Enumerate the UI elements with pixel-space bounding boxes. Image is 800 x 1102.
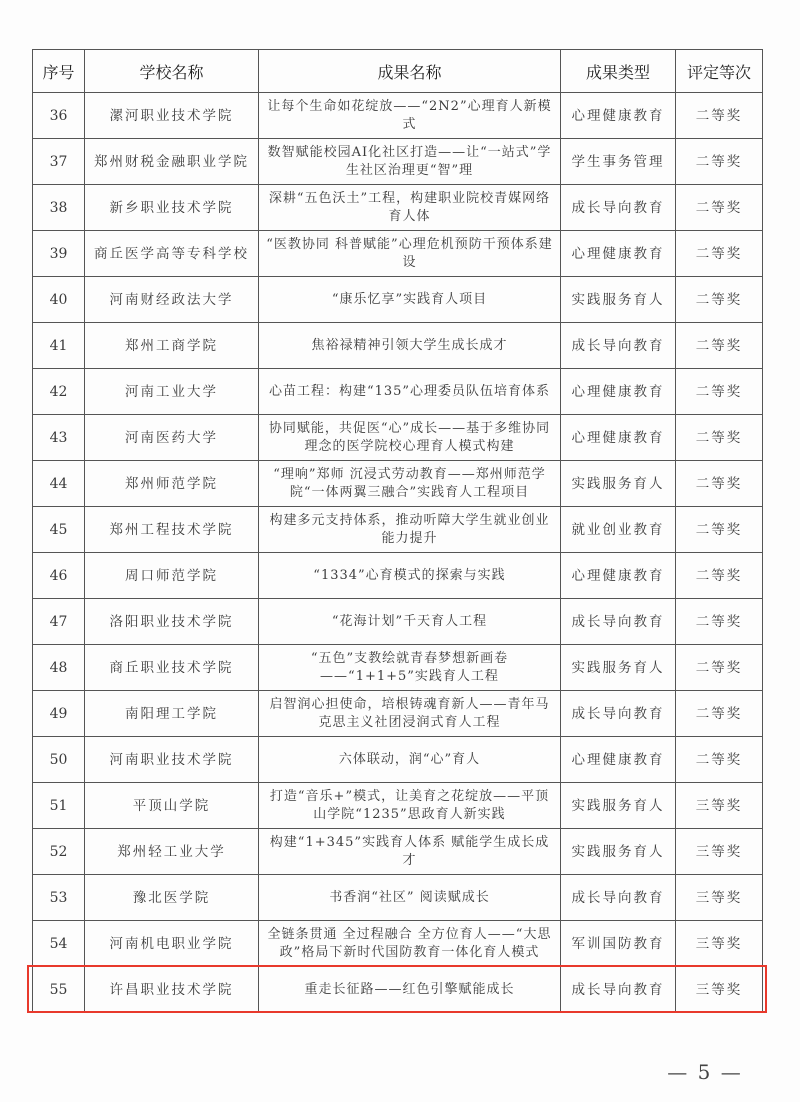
cell-grade: 三等奖 (676, 921, 763, 967)
cell-title: 焦裕禄精神引领大学生成长成才 (259, 323, 561, 369)
cell-no: 42 (33, 369, 85, 415)
cell-no: 41 (33, 323, 85, 369)
cell-school: 新乡职业技术学院 (85, 185, 259, 231)
cell-type: 学生事务管理 (561, 139, 676, 185)
cell-no: 40 (33, 277, 85, 323)
table-row (33, 139, 763, 185)
cell-no: 36 (33, 93, 85, 139)
header-type: 成果类型 (561, 50, 676, 93)
cell-no: 51 (33, 783, 85, 829)
table-row (33, 783, 763, 829)
cell-school: 许昌职业技术学院 (85, 967, 259, 1013)
table-row (33, 93, 763, 139)
cell-title: 协同赋能，共促医“心”成长——基于多维协同理念的医学院校心理育人模式构建 (259, 415, 561, 461)
table-row (33, 737, 763, 783)
cell-no: 45 (33, 507, 85, 553)
awards-table (32, 49, 763, 1013)
table-row (33, 829, 763, 875)
cell-school: 平顶山学院 (85, 783, 259, 829)
header-title: 成果名称 (259, 50, 561, 93)
cell-title: 深耕“五色沃土”工程，构建职业院校青媒网络育人体 (259, 185, 561, 231)
table-row (33, 599, 763, 645)
cell-title: 心苗工程：构建“135”心理委员队伍培育体系 (259, 369, 561, 415)
table-row (33, 921, 763, 967)
cell-school: 郑州财税金融职业学院 (85, 139, 259, 185)
cell-title: 重走长征路——红色引擎赋能成长 (259, 967, 561, 1013)
cell-type: 心理健康教育 (561, 553, 676, 599)
cell-grade: 二等奖 (676, 461, 763, 507)
table-header-row (33, 50, 763, 93)
cell-no: 50 (33, 737, 85, 783)
cell-type: 心理健康教育 (561, 415, 676, 461)
cell-grade: 三等奖 (676, 829, 763, 875)
cell-title: 全链条贯通 全过程融合 全方位育人——“大思政”格局下新时代国防教育一体化育人模式 (259, 921, 561, 967)
cell-grade: 三等奖 (676, 875, 763, 921)
cell-type: 心理健康教育 (561, 93, 676, 139)
cell-grade: 二等奖 (676, 599, 763, 645)
cell-no: 44 (33, 461, 85, 507)
cell-title: “五色”支教绘就青春梦想新画卷——“1+1+5”实践育人工程 (259, 645, 561, 691)
cell-grade: 二等奖 (676, 93, 763, 139)
cell-no: 52 (33, 829, 85, 875)
cell-grade: 二等奖 (676, 139, 763, 185)
cell-title: “康乐忆享”实践育人项目 (259, 277, 561, 323)
table-row (33, 415, 763, 461)
cell-type: 实践服务育人 (561, 829, 676, 875)
cell-title: “理响”郑师 沉浸式劳动教育——郑州师范学院“一体两翼三融合”实践育人工程项目 (259, 461, 561, 507)
cell-grade: 二等奖 (676, 415, 763, 461)
cell-grade: 三等奖 (676, 783, 763, 829)
header-no: 序号 (33, 50, 85, 93)
cell-type: 成长导向教育 (561, 875, 676, 921)
cell-grade: 二等奖 (676, 277, 763, 323)
table-row (33, 645, 763, 691)
cell-school: 豫北医学院 (85, 875, 259, 921)
cell-grade: 二等奖 (676, 185, 763, 231)
table-row (33, 875, 763, 921)
cell-no: 54 (33, 921, 85, 967)
cell-title: “1334”心育模式的探索与实践 (259, 553, 561, 599)
table-row-highlighted (33, 967, 763, 1013)
cell-school: 河南工业大学 (85, 369, 259, 415)
cell-grade: 二等奖 (676, 691, 763, 737)
page-number: — 5 — (667, 1060, 743, 1084)
table-row (33, 461, 763, 507)
cell-grade: 二等奖 (676, 737, 763, 783)
table-row (33, 691, 763, 737)
cell-title: 打造“音乐+”模式，让美育之花绽放——平顶山学院“1235”思政育人新实践 (259, 783, 561, 829)
cell-school: 河南医药大学 (85, 415, 259, 461)
cell-type: 成长导向教育 (561, 967, 676, 1013)
cell-school: 周口师范学院 (85, 553, 259, 599)
cell-no: 48 (33, 645, 85, 691)
cell-type: 实践服务育人 (561, 783, 676, 829)
cell-school: 南阳理工学院 (85, 691, 259, 737)
cell-type: 成长导向教育 (561, 323, 676, 369)
cell-school: 郑州轻工业大学 (85, 829, 259, 875)
cell-title: 构建多元支持体系，推动听障大学生就业创业能力提升 (259, 507, 561, 553)
cell-title: 书香润“社区” 阅读赋成长 (259, 875, 561, 921)
cell-title: “医教协同 科普赋能”心理危机预防干预体系建设 (259, 231, 561, 277)
table-row (33, 277, 763, 323)
table-row (33, 369, 763, 415)
cell-no: 55 (33, 967, 85, 1013)
cell-no: 47 (33, 599, 85, 645)
cell-school: 郑州师范学院 (85, 461, 259, 507)
cell-school: 商丘医学高等专科学校 (85, 231, 259, 277)
cell-grade: 二等奖 (676, 645, 763, 691)
cell-school: 商丘职业技术学院 (85, 645, 259, 691)
cell-no: 43 (33, 415, 85, 461)
cell-type: 成长导向教育 (561, 691, 676, 737)
cell-school: 洛阳职业技术学院 (85, 599, 259, 645)
cell-title: “花海计划”千天育人工程 (259, 599, 561, 645)
cell-title: 让每个生命如花绽放——“2N2”心理育人新模式 (259, 93, 561, 139)
cell-grade: 二等奖 (676, 507, 763, 553)
cell-type: 心理健康教育 (561, 231, 676, 277)
cell-type: 成长导向教育 (561, 185, 676, 231)
cell-type: 实践服务育人 (561, 645, 676, 691)
header-grade: 评定等次 (676, 50, 763, 93)
cell-title: 构建“1+345”实践育人体系 赋能学生成长成才 (259, 829, 561, 875)
cell-grade: 二等奖 (676, 231, 763, 277)
cell-type: 实践服务育人 (561, 461, 676, 507)
cell-grade: 三等奖 (676, 967, 763, 1013)
cell-school: 河南财经政法大学 (85, 277, 259, 323)
cell-type: 军训国防教育 (561, 921, 676, 967)
table-row (33, 507, 763, 553)
cell-school: 河南机电职业学院 (85, 921, 259, 967)
cell-type: 成长导向教育 (561, 599, 676, 645)
cell-no: 38 (33, 185, 85, 231)
cell-type: 心理健康教育 (561, 369, 676, 415)
cell-no: 39 (33, 231, 85, 277)
table-row (33, 323, 763, 369)
cell-grade: 二等奖 (676, 553, 763, 599)
cell-type: 就业创业教育 (561, 507, 676, 553)
cell-school: 漯河职业技术学院 (85, 93, 259, 139)
cell-no: 53 (33, 875, 85, 921)
cell-type: 心理健康教育 (561, 737, 676, 783)
cell-grade: 二等奖 (676, 323, 763, 369)
cell-title: 启智润心担使命，培根铸魂育新人——青年马克思主义社团浸润式育人工程 (259, 691, 561, 737)
header-school: 学校名称 (85, 50, 259, 93)
cell-grade: 二等奖 (676, 369, 763, 415)
cell-type: 实践服务育人 (561, 277, 676, 323)
table-row (33, 553, 763, 599)
cell-title: 六体联动，润“心”育人 (259, 737, 561, 783)
table-row (33, 231, 763, 277)
table-row (33, 185, 763, 231)
cell-no: 49 (33, 691, 85, 737)
cell-title: 数智赋能校园AI化社区打造——让“一站式”学生社区治理更“智”理 (259, 139, 561, 185)
cell-school: 郑州工商学院 (85, 323, 259, 369)
cell-no: 37 (33, 139, 85, 185)
cell-school: 河南职业技术学院 (85, 737, 259, 783)
cell-no: 46 (33, 553, 85, 599)
cell-school: 郑州工程技术学院 (85, 507, 259, 553)
